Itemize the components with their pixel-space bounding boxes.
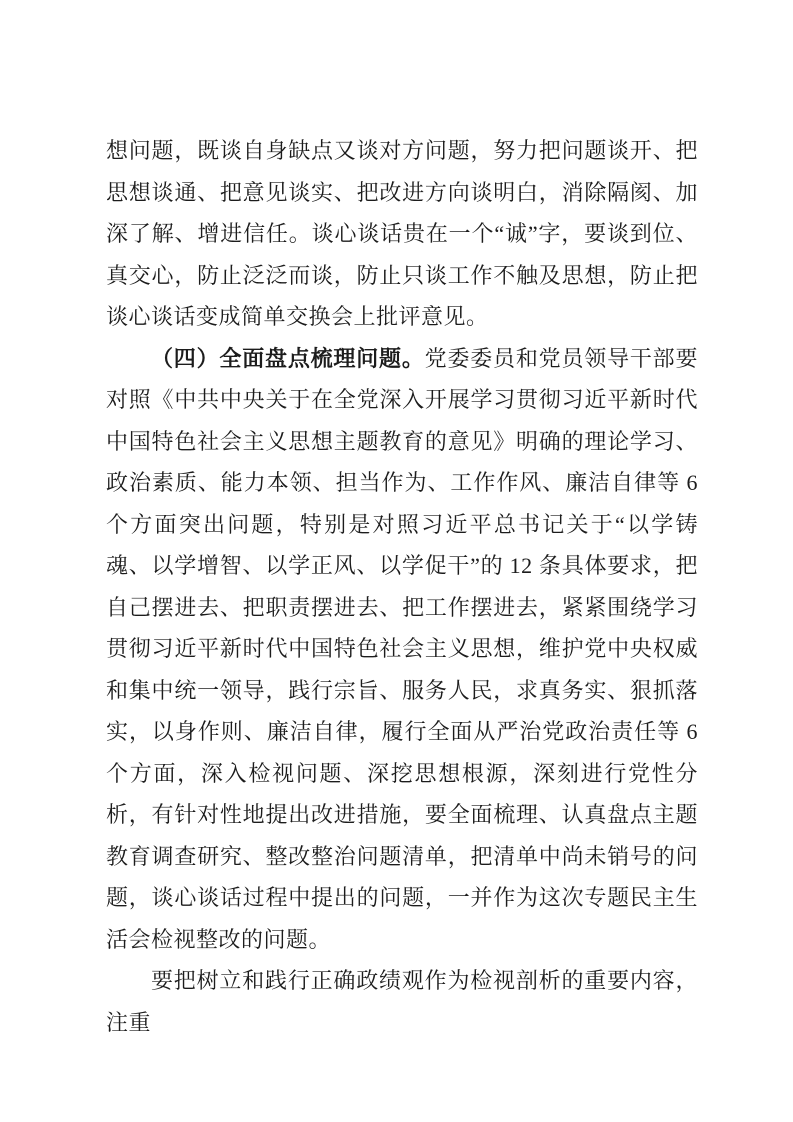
- document-body: [106, 130, 698, 1043]
- paragraph-lead-heading: （四）全面盘点梳理问题。: [151, 345, 425, 371]
- paragraph-text: 党委委员和党员领导干部要对照《中共中央关于在全党深入开展学习贯彻习近平新时代中国特色社会主义思想主题教育的意见》明确的理论学习、政治素质、能力本领、担当作为、工作作风、廉洁自律等 6 个方面突出问题，特别是对照习近平总书记关于“以学铸魂、以学增智、以学正风、以学促干”的 12 条具体要求，把自己摆进去、把职责摆进去、把工作摆进去，紧紧围绕学习贯彻习近平新时代中国特色社会主义思想，维护党中央权威和集中统一领导，践行宗旨、服务人民，求真务实、狠抓落实，以身作则、廉洁自律，履行全面从严治党政治责任等 6 个方面，深入检视问题、深挖思想根源，深刻进行党性分析，有针对性地提出改进措施，要全面梳理、认真盘点主题教育调查研究、整改整治问题清单，把清单中尚未销号的问题，谈心谈话过程中提出的问题，一并作为这次专题民主生活会检视整改的问题。: [106, 345, 698, 952]
- paragraph-text: 想问题，既谈自身缺点又谈对方问题，努力把问题谈开、把思想谈通、把意见谈实、把改进方向谈明白，消除隔阂、加深了解、增进信任。谈心谈话贵在一个“诚”字，要谈到位、真交心，防止泛泛而谈，防止只谈工作不触及思想，防止把谈心谈话变成简单交换会上批评意见。: [106, 138, 698, 329]
- paragraph: [106, 130, 698, 338]
- paragraph: [106, 338, 698, 961]
- paragraph-text: 要把树立和践行正确政绩观作为检视剖析的重要内容，注重: [106, 968, 698, 1035]
- paragraph: [106, 960, 698, 1043]
